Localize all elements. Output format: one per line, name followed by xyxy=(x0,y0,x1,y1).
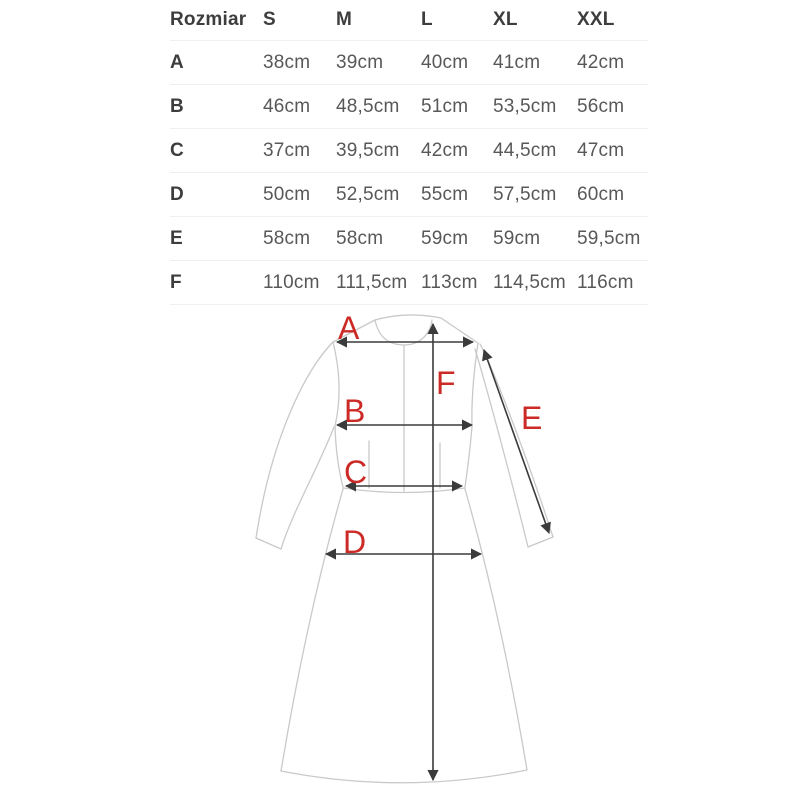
row-label-c: C xyxy=(170,139,184,161)
measurement-value: 51cm xyxy=(421,95,469,117)
right-sleeve-inner-edge xyxy=(475,349,528,547)
back-neckline xyxy=(375,315,478,343)
measurement-value: 39cm xyxy=(336,51,384,73)
measurement-value: 113cm xyxy=(421,271,478,293)
measurement-value: 59cm xyxy=(493,227,541,249)
row-label-d: D xyxy=(170,183,184,205)
left-armhole xyxy=(333,342,339,426)
column-header-s: S xyxy=(263,9,276,30)
measurement-value: 114,5cm xyxy=(493,271,566,293)
measurement-value: 111,5cm xyxy=(336,271,408,293)
column-header-xxl: XXL xyxy=(577,9,615,30)
skirt-hem xyxy=(281,770,527,783)
measurement-value: 40cm xyxy=(421,51,469,73)
measurement-value: 58cm xyxy=(336,227,384,249)
measurement-value: 116cm xyxy=(577,271,634,293)
label-E: E xyxy=(521,400,543,436)
measurement-value: 55cm xyxy=(421,183,469,205)
measurement-value: 57,5cm xyxy=(493,183,557,205)
measurement-value: 38cm xyxy=(263,51,311,73)
measurement-value: 60cm xyxy=(577,183,625,205)
measurement-value: 48,5cm xyxy=(336,95,400,117)
measurement-value: 56cm xyxy=(577,95,625,117)
left-side-seam xyxy=(335,426,343,487)
measurement-value: 42cm xyxy=(421,139,469,161)
label-F: F xyxy=(436,365,456,401)
measurement-value: 47cm xyxy=(577,139,625,161)
measurement-labels xyxy=(338,310,542,560)
left-sleeve-cuff xyxy=(256,538,281,549)
measurement-value: 39,5cm xyxy=(336,139,400,161)
measurement-value: 37cm xyxy=(263,139,311,161)
row-label-b: B xyxy=(170,95,184,117)
column-header-m: M xyxy=(336,9,353,30)
row-label-f: F xyxy=(170,271,182,293)
measurement-value: 59,5cm xyxy=(577,227,641,249)
label-B: B xyxy=(344,393,366,429)
row-label-a: A xyxy=(170,51,184,73)
dress-outline xyxy=(256,315,553,783)
label-A: A xyxy=(338,310,360,346)
column-header-l: L xyxy=(421,9,433,30)
sleeve-length-arrow-E xyxy=(484,350,549,533)
measurement-value: 46cm xyxy=(263,95,311,117)
measurement-value: 44,5cm xyxy=(493,139,557,161)
skirt-left-edge xyxy=(281,489,343,771)
measurement-value: 58cm xyxy=(263,227,311,249)
right-side-seam xyxy=(465,427,472,487)
measurement-value: 41cm xyxy=(493,51,541,73)
measurement-value: 110cm xyxy=(263,271,320,293)
left-sleeve-outer-edge xyxy=(256,342,333,538)
skirt-right-edge xyxy=(465,489,527,770)
measurement-value: 59cm xyxy=(421,227,469,249)
row-label-e: E xyxy=(170,227,183,249)
measurement-value: 42cm xyxy=(577,51,625,73)
measurement-value: 53,5cm xyxy=(493,95,557,117)
measurement-value: 50cm xyxy=(263,183,311,205)
corner-header: Rozmiar xyxy=(170,9,247,30)
right-sleeve-cuff xyxy=(528,537,553,547)
label-C: C xyxy=(344,454,368,490)
column-header-xl: XL xyxy=(493,9,518,30)
left-sleeve-inner-edge xyxy=(281,427,334,549)
measurement-value: 52,5cm xyxy=(336,183,400,205)
label-D: D xyxy=(343,524,367,560)
